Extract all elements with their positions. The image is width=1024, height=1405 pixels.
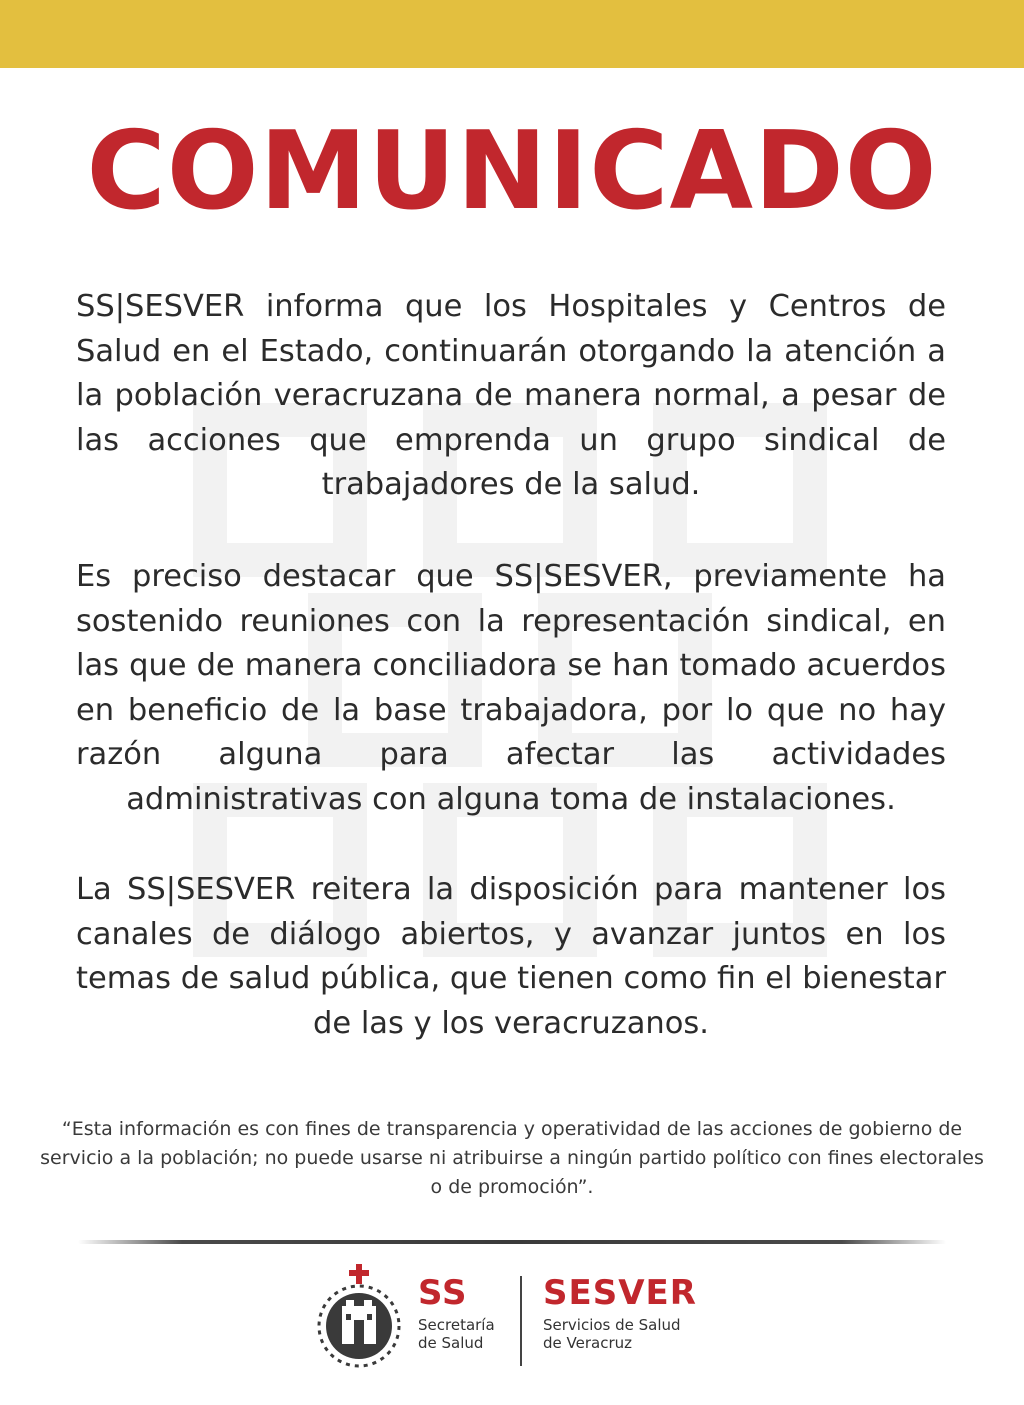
- sesver-logo: [543, 1273, 697, 1352]
- sesver-logo-line-1: Servicios de Salud: [543, 1316, 681, 1334]
- ss-logo-line-2: de Salud: [418, 1334, 484, 1352]
- body-paragraph-2: Es preciso destacar que SS|SESVER, previamente ha sostenido reuniones con la representación sindical, en las que de manera conciliadora se han tomado acuerdos en beneficio de la base trabajadora, por lo que no hay razón alguna para afectar las actividades administrativas con alguna toma de instalaciones.: [76, 559, 946, 817]
- top-yellow-band: [0, 0, 1024, 68]
- footer-logos: [0, 1262, 1024, 1372]
- body-paragraph-1: SS|SESVER informa que los Hospitales y Centros de Salud en el Estado, continuarán otorgando la atención a la población veracruzana de manera normal, a pesar de las acciones que emprenda un grupo sindical de trabajadores de la salud.: [76, 289, 946, 503]
- sesver-logo-line-2: de Veracruz: [543, 1334, 632, 1352]
- sesver-logo-mark: SESVER: [543, 1273, 697, 1313]
- ss-logo: [418, 1273, 495, 1352]
- legal-disclaimer: “Esta información es con fines de transparencia y operatividad de las acciones de gobierno de servicio a la población; no puede usarse ni atribuirse a ningún partido político con fines electorales o de promoción”.: [40, 1118, 984, 1198]
- body-paragraph-3: La SS|SESVER reitera la disposición para mantener los canales de diálogo abiertos, y avanzar juntos en los temas de salud pública, que tienen como fin el bienestar de las y los veracruzanos.: [76, 872, 946, 1041]
- veracruz-coat-of-arms-icon: [316, 1264, 402, 1368]
- footer-divider: [78, 1240, 946, 1244]
- page-title: COMUNICADO: [86, 109, 938, 234]
- ss-logo-mark: SS: [418, 1273, 468, 1313]
- ss-logo-line-1: Secretaría: [418, 1316, 495, 1334]
- logo-separator: [520, 1276, 522, 1366]
